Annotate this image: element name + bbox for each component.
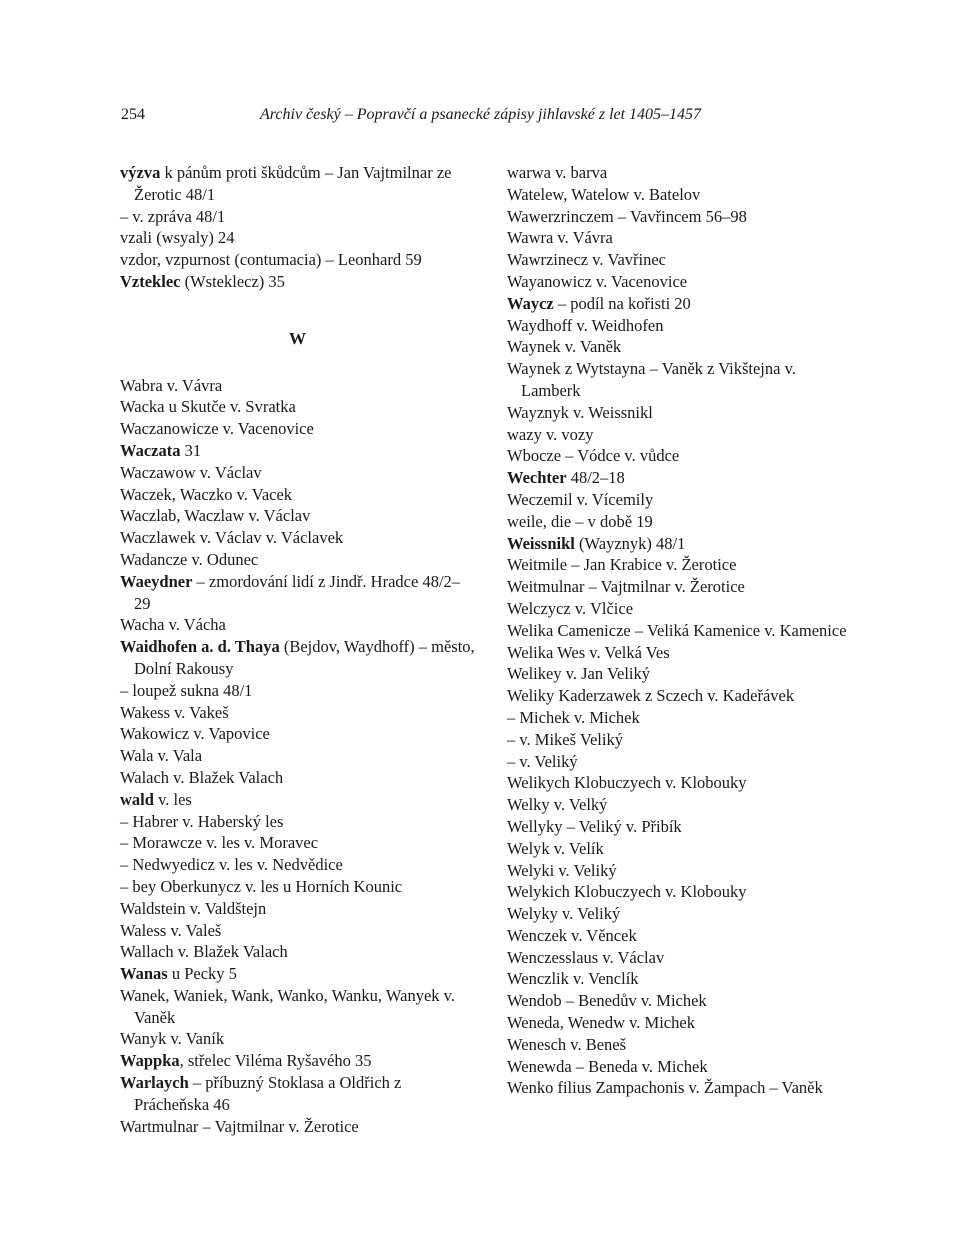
index-entry-text: Waczawow v. Václav	[120, 462, 262, 482]
index-entry	[120, 271, 475, 293]
index-entry-text: Wakess v. Vakeš	[120, 702, 229, 722]
index-entry	[507, 663, 852, 685]
index-entry-text: (Wsteklecz) 35	[180, 271, 285, 291]
index-entry-text: Welykich Klobuczyech v. Klobouky	[507, 882, 747, 902]
index-entry-headword: wald	[120, 789, 154, 809]
index-entry-text: – Habrer v. Haberský les	[120, 811, 284, 831]
index-entry	[120, 745, 475, 767]
index-entry-text: – v. Veliký	[507, 751, 578, 771]
index-entry-text: Waynek v. Vaněk	[507, 337, 622, 357]
index-entry-text: – příbuzný Stoklasa a Oldřich z Prácheňska 46	[134, 1073, 402, 1114]
index-entry	[120, 249, 475, 271]
index-entry-text: vzdor, vzpurnost (contumacia) – Leonhard 59	[120, 250, 422, 270]
index-entry	[507, 816, 852, 838]
index-entry-text: Welika Wes v. Velká Ves	[507, 642, 670, 662]
index-entry-text: Waczek, Waczko v. Vacek	[120, 484, 293, 504]
index-entry	[507, 642, 852, 664]
index-entry	[507, 445, 852, 467]
index-entry-text: Wanyk v. Vaník	[120, 1029, 225, 1049]
index-entry-text: – podíl na kořisti 20	[553, 293, 691, 313]
entries-before-section	[120, 162, 475, 293]
index-entry-text: Waczanowicze v. Vacenovice	[120, 419, 314, 439]
index-entry-text: warwa v. barva	[507, 163, 608, 182]
index-entry	[507, 903, 852, 925]
index-entry	[120, 789, 475, 811]
index-entry	[120, 206, 475, 228]
index-entry-headword: Wechter	[507, 468, 567, 488]
page-number: 254	[121, 106, 145, 123]
index-entry	[120, 702, 475, 724]
index-entry-text: – zmordování lidí z Jindř. Hradce 48/2–29	[134, 571, 461, 613]
index-entry-text: Weitmile – Jan Krabice v. Žerotice	[507, 555, 737, 575]
index-entry	[120, 527, 475, 549]
index-entry-text: 48/2–18	[566, 468, 625, 488]
index-entry-headword: Vzteklec	[120, 271, 181, 291]
index-entry	[120, 811, 475, 833]
index-entry-text: – bey Oberkunycz v. les u Horních Kounic	[120, 876, 403, 896]
index-entry-text: Waczlawek v. Václav v. Václavek	[120, 528, 344, 548]
index-entry	[120, 1028, 475, 1050]
index-entry-text: – Morawcze v. les v. Moravec	[120, 833, 319, 853]
index-entry-text: Wartmulnar – Vajtmilnar v. Žerotice	[120, 1116, 359, 1136]
index-entry	[507, 1012, 852, 1034]
index-entry	[507, 402, 852, 424]
index-entry	[507, 554, 852, 576]
index-entry-text: Wenczlik v. Venclík	[507, 969, 639, 989]
index-entry-text: Wenczek v. Věncek	[507, 925, 637, 945]
index-entry-text: – v. Mikeš Veliký	[507, 729, 623, 749]
index-entry-text: Weczemil v. Vícemily	[507, 489, 654, 509]
index-entry-text: Wenewda – Beneda v. Michek	[507, 1056, 708, 1076]
index-entry	[120, 832, 475, 854]
index-entry	[507, 598, 852, 620]
index-entry-text: Wenczesslaus v. Václav	[507, 947, 665, 967]
index-entry-text: Welczycz v. Vlčice	[507, 598, 634, 618]
index-entry	[120, 227, 475, 249]
index-entry-headword: Waycz	[507, 293, 554, 313]
index-entry-text: Waydhoff v. Weidhofen	[507, 315, 664, 335]
index-entry-text: Wbocze – Vódce v. vůdce	[507, 446, 680, 466]
index-entry	[507, 271, 852, 293]
index-entry-text: weile, die – v době 19	[507, 511, 653, 531]
index-entry	[507, 772, 852, 794]
index-entry-text: Weneda, Wenedw v. Michek	[507, 1013, 695, 1033]
index-entry	[120, 985, 475, 1029]
index-entry	[507, 620, 852, 642]
index-entry	[507, 511, 852, 533]
section-letter: W	[289, 328, 306, 348]
index-entry-text: Wacha v. Vácha	[120, 615, 226, 635]
index-entry	[120, 941, 475, 963]
index-entry	[507, 881, 852, 903]
index-entry	[507, 1034, 852, 1056]
index-entry	[120, 549, 475, 571]
running-header	[121, 106, 741, 128]
index-entry-headword: Waidhofen a. d. Thaya	[120, 637, 280, 657]
index-entry	[120, 898, 475, 920]
index-entry-text: Wakowicz v. Vapovice	[120, 724, 270, 744]
index-entry-text: Waldstein v. Valdštejn	[120, 898, 267, 918]
index-entry-text: (Wayznyk) 48/1	[574, 533, 686, 553]
index-entry-text: vzali (wsyaly) 24	[120, 228, 235, 248]
index-entry	[120, 418, 475, 440]
index-entry-text: u Pecky 5	[167, 964, 237, 984]
index-entry-headword: výzva	[120, 163, 161, 182]
index-entry	[507, 729, 852, 751]
index-entry-text: Welikey v. Jan Veliký	[507, 664, 651, 684]
index-entry	[507, 533, 852, 555]
index-entry-text: Waynek z Wytstayna – Vaněk z Vikštejna v. Lamberk	[507, 359, 796, 400]
index-entry	[507, 751, 852, 773]
index-entry	[507, 249, 852, 271]
index-entry	[120, 876, 475, 898]
index-entry	[120, 723, 475, 745]
index-entry-text: Waczlab, Waczlaw v. Václav	[120, 506, 311, 526]
index-entry	[120, 680, 475, 702]
index-entry	[120, 375, 475, 397]
index-entry-text: (Bejdov, Waydhoff) – město, Dolní Rakousy	[134, 637, 475, 678]
index-entry	[120, 767, 475, 789]
index-entry	[120, 571, 475, 615]
index-entry	[507, 860, 852, 882]
index-entry-text: Wenko filius Zampachonis v. Žampach – Vaněk	[507, 1078, 823, 1098]
index-entry	[507, 206, 852, 228]
index-entry	[120, 854, 475, 876]
index-entry	[507, 838, 852, 860]
index-entry	[507, 707, 852, 729]
index-entry-text: – loupež sukna 48/1	[120, 680, 253, 700]
index-entry-text: Weliky Kaderzawek z Sczech v. Kadeřávek	[507, 686, 795, 706]
index-entry	[120, 1050, 475, 1072]
index-entry	[507, 424, 852, 446]
index-entry	[507, 162, 852, 184]
index-entry	[507, 358, 852, 402]
index-entry	[507, 947, 852, 969]
index-entry-headword: Wanas	[120, 964, 168, 984]
index-entry	[120, 462, 475, 484]
index-entry-text: Wayanowicz v. Vacenovice	[507, 271, 688, 291]
index-entry	[507, 336, 852, 358]
index-entry	[507, 968, 852, 990]
index-entry-text: Walach v. Blažek Valach	[120, 767, 284, 787]
index-entry-text: Wendob – Benedův v. Michek	[507, 991, 707, 1011]
index-entry-text: – Michek v. Michek	[507, 707, 640, 727]
index-entry-text: v. les	[153, 789, 192, 809]
index-column-left	[120, 162, 475, 1137]
index-entry-text: Waless v. Valeš	[120, 920, 222, 940]
index-entry-text: , střelec Viléma Ryšavého 35	[179, 1051, 372, 1071]
index-entry-text: Welikych Klobuczyech v. Klobouky	[507, 773, 747, 793]
index-entry-text: 31	[180, 440, 202, 460]
index-entry-headword: Waeydner	[120, 571, 193, 591]
index-entry-text: Wawrzinecz v. Vavřinec	[507, 250, 667, 270]
index-entry-text: Wellyky – Veliký v. Přibík	[507, 816, 682, 836]
index-entry-text: Wacka u Skutče v. Svratka	[120, 397, 296, 417]
index-entry	[507, 315, 852, 337]
index-entry	[120, 920, 475, 942]
index-entry	[507, 925, 852, 947]
index-entry-text: Wawra v. Vávra	[507, 228, 613, 248]
index-entry	[507, 990, 852, 1012]
index-entry-headword: Weissnikl	[507, 533, 575, 553]
index-entry-text: Welyk v. Velík	[507, 838, 604, 858]
index-entry	[507, 227, 852, 249]
index-entry-text: Welyki v. Veliký	[507, 860, 617, 880]
index-entry	[120, 440, 475, 462]
index-entry	[120, 1116, 475, 1138]
index-entry-headword: Warlaych	[120, 1073, 189, 1093]
index-entry	[507, 1077, 852, 1099]
index-entry	[507, 489, 852, 511]
index-entry	[507, 794, 852, 816]
index-entry-text: Wala v. Vala	[120, 746, 203, 766]
entries-section-w-continued	[507, 162, 852, 1099]
index-entry	[507, 184, 852, 206]
index-entry	[120, 505, 475, 527]
index-column-right	[507, 162, 852, 1099]
index-entry-text: Wenesch v. Beneš	[507, 1034, 627, 1054]
index-entry	[120, 963, 475, 985]
index-entry	[507, 1056, 852, 1078]
index-entry	[120, 396, 475, 418]
index-entry-text: Wanek, Waniek, Wank, Wanko, Wanku, Wanyek v. Vaněk	[120, 985, 455, 1027]
index-entry-text: Watelew, Watelow v. Batelov	[507, 184, 701, 204]
index-entry-text: – v. zpráva 48/1	[120, 206, 226, 226]
index-entry	[507, 576, 852, 598]
index-entry-headword: Wappka	[120, 1051, 180, 1071]
index-entry	[120, 162, 475, 206]
index-entry-text: wazy v. vozy	[507, 424, 594, 444]
index-entry	[507, 293, 852, 315]
index-entry	[507, 467, 852, 489]
index-entry-text: – Nedwyedicz v. les v. Nedvědice	[120, 855, 343, 875]
index-entry-text: Welyky v. Veliký	[507, 904, 621, 924]
index-entry-text: k pánům proti škůdcům – Jan Vajtmilnar ze Žerotic 48/1	[134, 163, 452, 204]
index-entry	[507, 685, 852, 707]
index-entry	[120, 614, 475, 636]
index-entry-headword: Waczata	[120, 440, 181, 460]
index-entry	[120, 636, 475, 680]
index-entry	[120, 484, 475, 506]
index-entry-text: Wabra v. Vávra	[120, 375, 223, 395]
index-entry-text: Weitmulnar – Vajtmilnar v. Žerotice	[507, 577, 745, 597]
index-entry-text: Welky v. Velký	[507, 795, 608, 815]
entries-section-w	[120, 375, 475, 1138]
index-entry	[120, 1072, 475, 1116]
index-entry-text: Wallach v. Blažek Valach	[120, 942, 288, 962]
index-entry-text: Welika Camenicze – Veliká Kamenice v. Kamenice	[507, 620, 847, 640]
index-entry-text: Wayznyk v. Weissnikl	[507, 402, 653, 422]
index-entry-text: Wawerzrinczem – Vavřincem 56–98	[507, 206, 747, 226]
index-entry-text: Wadancze v. Odunec	[120, 549, 259, 569]
running-head-title: Archiv český – Popravčí a psanecké zápisy jihlavské z let 1405–1457	[260, 106, 702, 123]
